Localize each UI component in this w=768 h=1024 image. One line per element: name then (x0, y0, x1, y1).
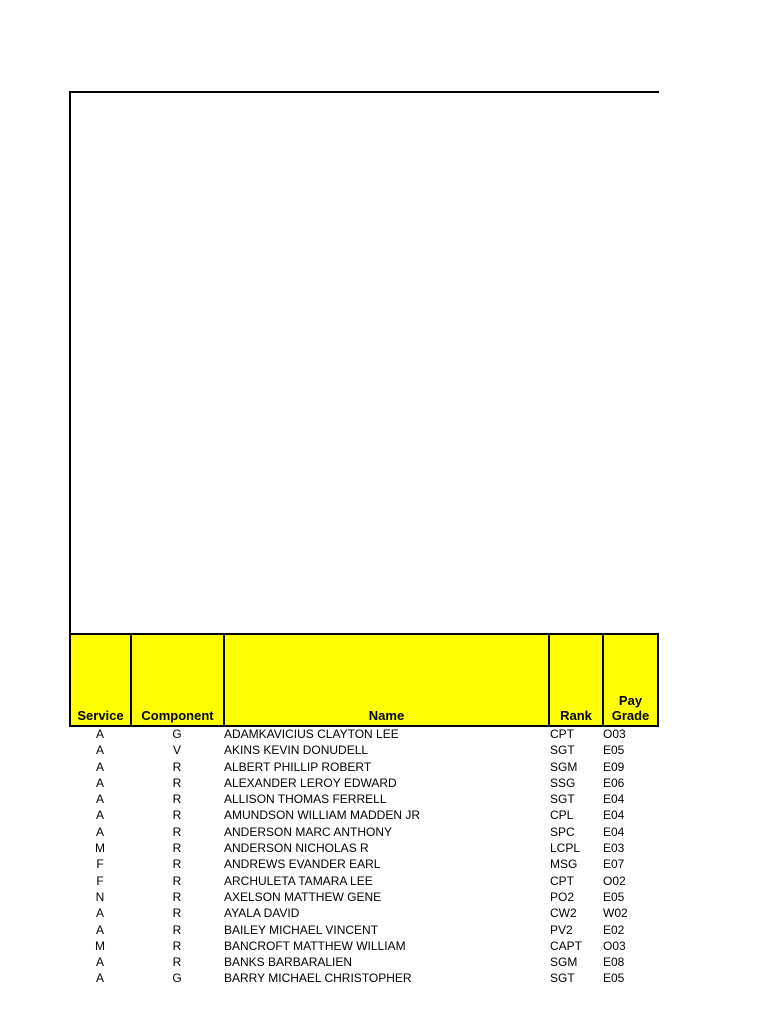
pay-grade-cell: E05 (603, 889, 625, 904)
header-pay-grade: Pay Grade (602, 633, 659, 727)
service-cell: M (95, 841, 105, 856)
name-cell: ALEXANDER LEROY EDWARD (224, 775, 397, 790)
service-cell: A (95, 971, 104, 986)
service-cell: A (95, 727, 104, 741)
name-cell: ARCHULETA TAMARA LEE (224, 873, 373, 888)
name-cell: BANCROFT MATTHEW WILLIAM (224, 938, 406, 953)
pay-grade-cell: W02 (603, 906, 628, 921)
table-row (69, 873, 669, 889)
pay-grade-cell: E06 (603, 775, 625, 790)
table-row (69, 742, 669, 758)
table-row (69, 889, 669, 905)
service-cell: A (95, 808, 104, 823)
rank-cell: SGT (550, 971, 575, 986)
roster-list (69, 726, 669, 987)
header-rank: Rank (548, 633, 604, 727)
component-cell: R (172, 906, 182, 921)
component-cell: R (172, 922, 182, 937)
name-cell: ALLISON THOMAS FERRELL (224, 792, 387, 807)
pay-grade-cell: E02 (603, 922, 625, 937)
service-cell: A (95, 955, 104, 970)
name-cell: ALBERT PHILLIP ROBERT (224, 759, 372, 774)
report-frame (69, 91, 659, 634)
table-row (69, 938, 669, 954)
service-cell: A (95, 906, 104, 921)
rank-cell: SGM (550, 759, 578, 774)
table-row (69, 922, 669, 938)
table-row (69, 775, 669, 791)
pay-grade-cell: O03 (603, 727, 626, 741)
pay-grade-cell: E04 (603, 824, 625, 839)
rank-cell: PO2 (550, 889, 575, 904)
table-row (69, 856, 669, 872)
name-cell: BAILEY MICHAEL VINCENT (224, 922, 379, 937)
rank-cell: PV2 (550, 922, 573, 937)
rank-cell: SSG (550, 775, 576, 790)
rank-cell: CPT (550, 727, 574, 741)
name-cell: ADAMKAVICIUS CLAYTON LEE (224, 727, 399, 741)
table-row (69, 970, 669, 986)
name-cell: AXELSON MATTHEW GENE (224, 889, 382, 904)
service-cell: A (95, 775, 104, 790)
pay-grade-cell: E04 (603, 792, 625, 807)
service-cell: N (95, 889, 105, 904)
name-cell: ANDERSON MARC ANTHONY (224, 824, 393, 839)
table-row (69, 824, 669, 840)
pay-grade-cell: E05 (603, 743, 625, 758)
name-cell: AYALA DAVID (224, 906, 300, 921)
rank-cell: LCPL (550, 841, 581, 856)
component-cell: G (172, 727, 182, 741)
service-cell: F (96, 857, 104, 872)
service-cell: M (95, 938, 105, 953)
header-component: Component (130, 633, 225, 727)
rank-cell: MSG (550, 857, 578, 872)
header-name: Name (223, 633, 550, 727)
component-cell: R (172, 889, 182, 904)
component-cell: R (172, 873, 182, 888)
table-row (69, 791, 669, 807)
component-cell: G (172, 971, 182, 986)
table-row (69, 759, 669, 775)
component-cell: R (172, 955, 182, 970)
rank-cell: CW2 (550, 906, 577, 921)
rank-cell: SGT (550, 743, 575, 758)
component-cell: R (172, 824, 182, 839)
table-row (69, 726, 669, 742)
rank-cell: SPC (550, 824, 575, 839)
pay-grade-cell: E05 (603, 971, 625, 986)
pay-grade-cell: O02 (603, 873, 626, 888)
table-row (69, 954, 669, 970)
component-cell: R (172, 841, 182, 856)
name-cell: AMUNDSON WILLIAM MADDEN JR (224, 808, 421, 823)
name-cell: ANDREWS EVANDER EARL (224, 857, 381, 872)
rank-cell: SGM (550, 955, 578, 970)
component-cell: R (172, 775, 182, 790)
pay-grade-cell: E09 (603, 759, 625, 774)
pay-grade-cell: E03 (603, 841, 625, 856)
service-cell: A (95, 922, 104, 937)
service-cell: A (95, 792, 104, 807)
name-cell: BARRY MICHAEL CHRISTOPHER (224, 971, 412, 986)
component-cell: R (172, 857, 182, 872)
rank-cell: CPT (550, 873, 574, 888)
component-cell: V (172, 743, 181, 758)
component-cell: R (172, 808, 182, 823)
component-cell: R (172, 938, 182, 953)
header-service: Service (69, 633, 132, 727)
service-cell: A (95, 743, 104, 758)
service-cell: F (96, 873, 104, 888)
table-row (69, 840, 669, 856)
name-cell: ANDERSON NICHOLAS R (224, 841, 369, 856)
pay-grade-cell: E04 (603, 808, 625, 823)
pay-grade-cell: O03 (603, 938, 626, 953)
service-cell: A (95, 759, 104, 774)
component-cell: R (172, 759, 182, 774)
component-cell: R (172, 792, 182, 807)
service-cell: A (95, 824, 104, 839)
table-row (69, 807, 669, 823)
name-cell: BANKS BARBARALIEN (224, 955, 353, 970)
table-row (69, 905, 669, 921)
rank-cell: CAPT (550, 938, 583, 953)
pay-grade-cell: E07 (603, 857, 625, 872)
pay-grade-cell: E08 (603, 955, 625, 970)
rank-cell: SGT (550, 792, 575, 807)
rank-cell: CPL (550, 808, 574, 823)
name-cell: AKINS KEVIN DONUDELL (224, 743, 369, 758)
